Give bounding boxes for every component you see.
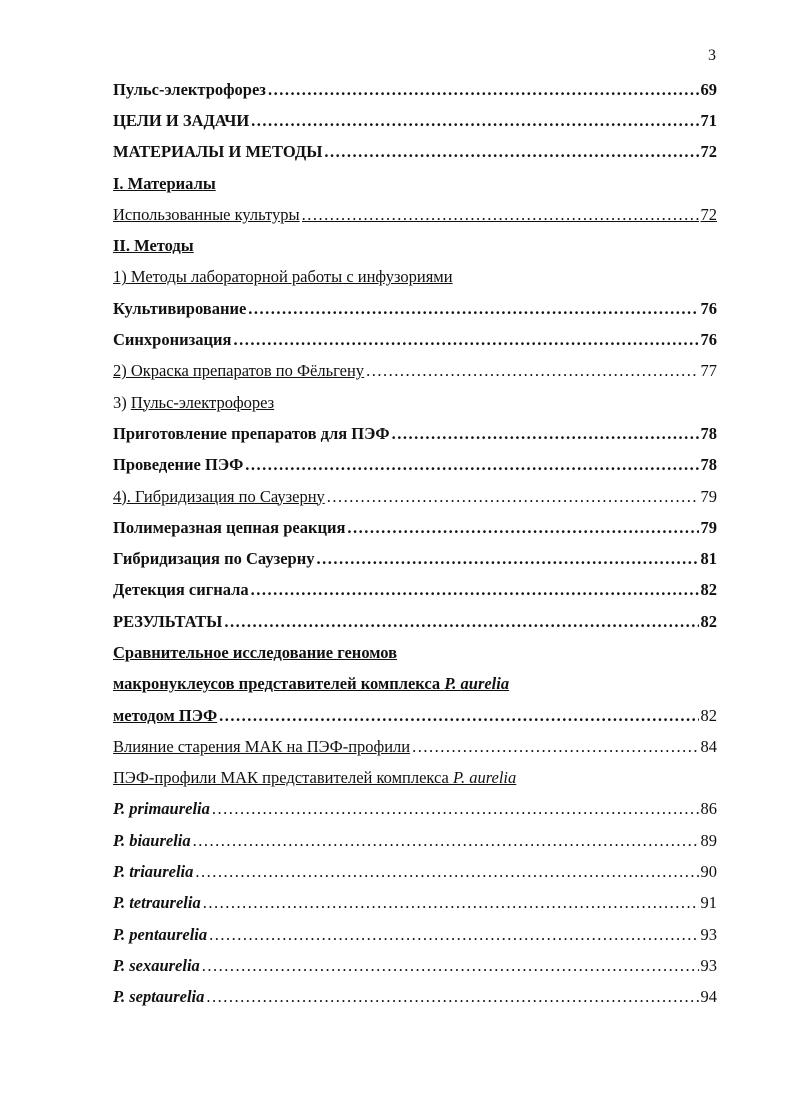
toc-entry-page: 71 [700, 110, 717, 130]
page-number: 3 [708, 47, 716, 64]
toc-entry-title: P. primaurelia [113, 799, 210, 819]
toc-entry-sexaurelia[interactable] [113, 950, 717, 981]
toc-entry-comparative-study-line2[interactable] [113, 669, 717, 700]
toc-entry-page: 82 [700, 705, 717, 725]
toc-entry-title: Приготовление препаратов для ПЭФ [113, 423, 390, 443]
toc-entry-results[interactable] [113, 606, 717, 637]
toc-entry-title: 1) Методы лабораторной работы с инфузориями [113, 267, 453, 287]
toc-entry-title: P. sexaurelia [113, 955, 200, 975]
toc-entry-comparative-study-line1[interactable] [113, 637, 717, 668]
toc-entry-title: I. Материалы [113, 173, 216, 193]
leader-dots [327, 487, 699, 507]
toc-entry-title: Пульс-электрофорез [130, 392, 275, 412]
toc-entry-goals[interactable] [113, 105, 717, 136]
leader-dots [248, 299, 698, 319]
toc-entry-title: ПЭФ-профили МАК представителей комплекса [113, 768, 454, 788]
toc-entry-materials-methods[interactable] [113, 137, 717, 168]
toc-entry-page: 76 [700, 298, 717, 318]
toc-entry-page: 72 [700, 204, 717, 224]
toc-entry-feulgen-staining[interactable] [113, 356, 717, 387]
leader-dots [209, 925, 698, 945]
toc-entry-pulse-electrophoresis[interactable] [113, 74, 717, 105]
leader-dots [366, 361, 698, 381]
toc-entry-title: P. pentaurelia [113, 924, 208, 944]
toc-entry-page: 86 [700, 799, 717, 819]
toc-entry-synchronization[interactable] [113, 324, 717, 355]
toc-entry-septaurelia[interactable] [113, 982, 717, 1013]
toc-entry-page: 90 [700, 862, 717, 882]
leader-dots [347, 518, 698, 538]
toc-entry-cultivation[interactable] [113, 293, 717, 324]
toc-entry-page: 84 [700, 736, 717, 756]
toc-entry-title: P. biaurelia [113, 830, 191, 850]
toc-entry-page: 72 [700, 142, 717, 162]
toc-entry-title: Культивирование [113, 298, 247, 318]
leader-dots [251, 580, 699, 600]
toc-entry-title-species: P. aurelia [444, 674, 510, 694]
leader-dots [251, 111, 698, 131]
toc-entry-title: 2) Окраска препаратов по Фёльгену [113, 361, 365, 381]
toc-entry-page: 82 [700, 611, 717, 631]
leader-dots [268, 80, 699, 100]
toc-entry-page: 93 [700, 955, 717, 975]
toc-entry-tetraurelia[interactable] [113, 888, 717, 919]
toc-entry-pef-preparation[interactable] [113, 418, 717, 449]
toc-entry-triaurelia[interactable] [113, 856, 717, 887]
toc-section-methods[interactable] [113, 230, 717, 261]
toc-entry-pef-procedure[interactable] [113, 450, 717, 481]
toc-entry-title: 4). Гибридизация по Саузерну [113, 486, 325, 506]
toc-entry-title: Синхронизация [113, 330, 232, 350]
toc-entry-page: 81 [700, 549, 717, 569]
leader-dots [195, 862, 698, 882]
leader-dots [302, 205, 699, 225]
leader-dots [203, 893, 699, 913]
toc-entry-page: 93 [700, 924, 717, 944]
leader-dots [324, 142, 698, 162]
toc-entry-comparative-study-line3[interactable] [113, 700, 717, 731]
leader-dots [202, 956, 699, 976]
toc-entry-page: 79 [700, 486, 717, 506]
toc-section-materials[interactable] [113, 168, 717, 199]
toc-entry-page: 94 [700, 987, 717, 1007]
toc-entry-cultures[interactable] [113, 199, 717, 230]
leader-dots [316, 549, 698, 569]
toc-subsection-pulse-electrophoresis[interactable] [113, 387, 717, 418]
toc-entry-title: P. triaurelia [113, 862, 194, 882]
toc-entry-title: Использованные культуры [113, 204, 300, 224]
toc-entry-pef-profiles[interactable] [113, 763, 717, 794]
toc-entry-title: методом ПЭФ [113, 705, 218, 725]
toc-entry-title: РЕЗУЛЬТАТЫ [113, 611, 223, 631]
toc-entry-title: Детекция сигнала [113, 580, 249, 600]
toc-entry-page: 69 [700, 79, 717, 99]
toc-entry-page: 78 [700, 455, 717, 475]
toc-entry-title: Влияние старения МАК на ПЭФ-профили [113, 736, 411, 756]
toc-subsection-lab-methods[interactable] [113, 262, 717, 293]
toc-entry-page: 77 [700, 361, 717, 381]
leader-dots [412, 737, 698, 757]
toc-entry-aging-influence[interactable] [113, 731, 717, 762]
toc-entry-pcr[interactable] [113, 512, 717, 543]
toc-entry-biaurelia[interactable] [113, 825, 717, 856]
toc-entry-page: 82 [700, 580, 717, 600]
toc-entry-southern-hybridization-section[interactable] [113, 481, 717, 512]
toc-entry-title: Полимеразная цепная реакция [113, 517, 346, 537]
toc-entry-title: макронуклеусов представителей комплекса [113, 674, 445, 694]
toc-entry-page: 76 [700, 330, 717, 350]
toc-entry-southern-hybridization[interactable] [113, 543, 717, 574]
toc-entry-pentaurelia[interactable] [113, 919, 717, 950]
toc-entry-title: II. Методы [113, 236, 194, 256]
leader-dots [233, 330, 698, 350]
toc-entry-prefix: 3) [113, 392, 131, 412]
leader-dots [392, 424, 699, 444]
toc-entry-title: Гибридизация по Саузерну [113, 549, 315, 569]
leader-dots [206, 987, 698, 1007]
toc-entry-page: 89 [700, 830, 717, 850]
toc-entry-primaurelia[interactable] [113, 794, 717, 825]
leader-dots [245, 455, 698, 475]
toc-entry-page: 78 [700, 423, 717, 443]
leader-dots [193, 831, 699, 851]
toc-entry-title: P. tetraurelia [113, 893, 201, 913]
toc-entry-page: 79 [700, 517, 717, 537]
toc-entry-page: 91 [700, 893, 717, 913]
toc-entry-title: Пульс-электрофорез [113, 79, 266, 99]
toc-entry-title: Сравнительное исследование геномов [113, 642, 398, 662]
toc-entry-title: МАТЕРИАЛЫ И МЕТОДЫ [113, 142, 323, 162]
toc-entry-title: P. septaurelia [113, 987, 205, 1007]
toc-entry-title: Проведение ПЭФ [113, 455, 244, 475]
leader-dots [224, 612, 698, 632]
toc-entry-title-species: P. aurelia [453, 768, 517, 788]
toc-entry-title: ЦЕЛИ И ЗАДАЧИ [113, 110, 250, 130]
table-of-contents [113, 74, 717, 1013]
leader-dots [219, 706, 698, 726]
toc-entry-signal-detection[interactable] [113, 575, 717, 606]
leader-dots [212, 799, 699, 819]
